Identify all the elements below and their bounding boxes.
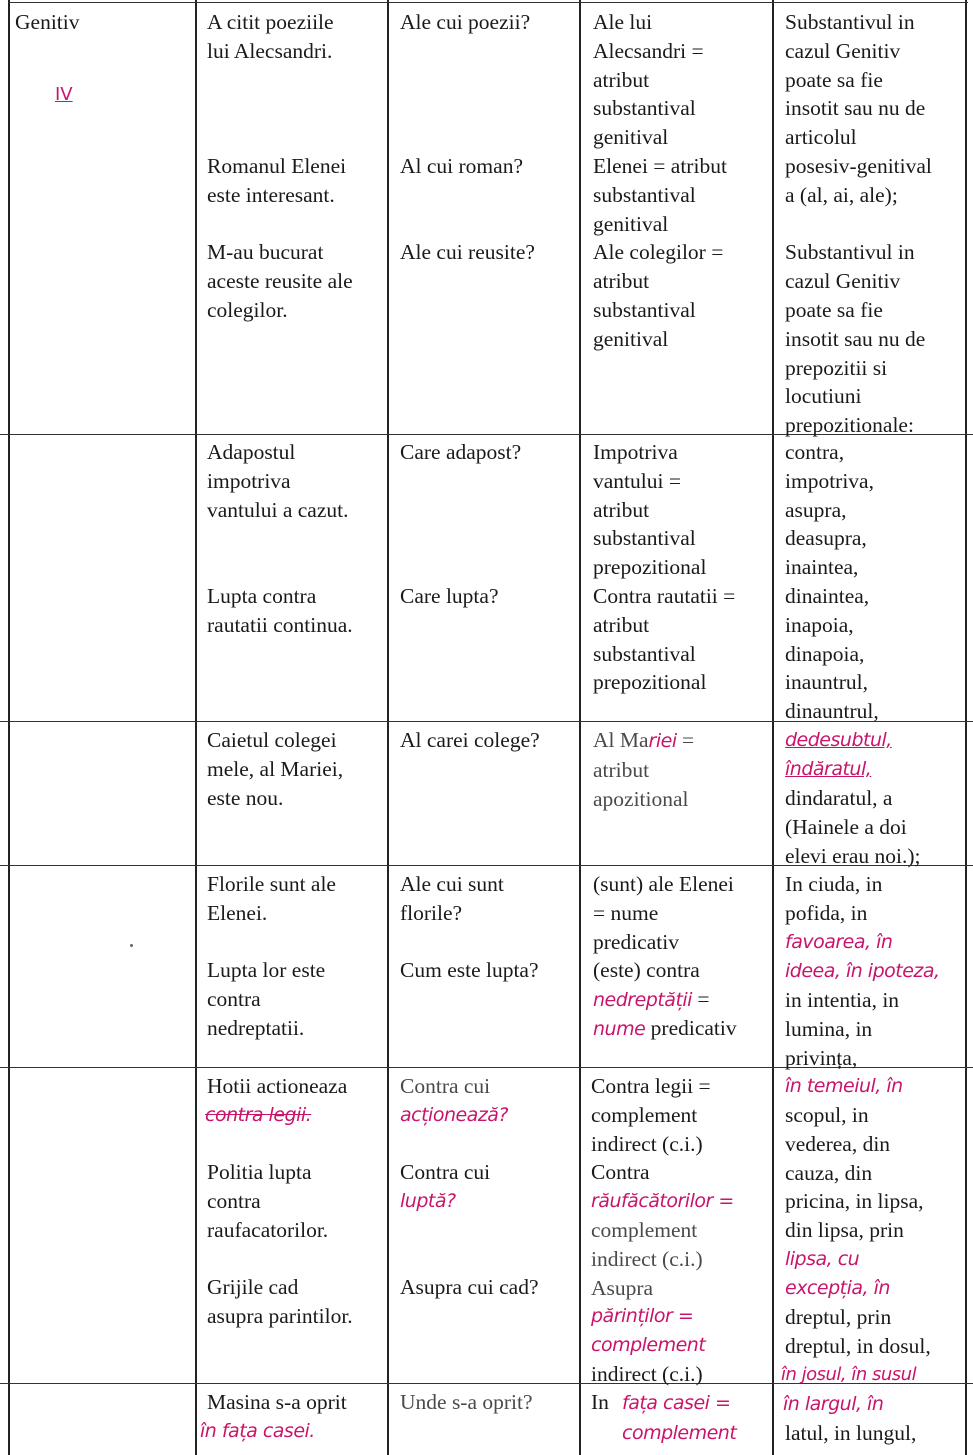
table-border-left	[8, 0, 10, 1455]
row2-questions: Care adapost? Care lupta?	[400, 440, 522, 608]
row5-question-2-handwritten: luptă?	[400, 1190, 456, 1212]
table-border-top	[8, 2, 968, 3]
row5-question-2: Contra cui	[400, 1160, 491, 1184]
row5-analysis-3: indirect (c.i.)	[591, 1362, 703, 1386]
column-divider-4	[772, 0, 774, 1455]
row6-notes: latul, in lungul,	[785, 1421, 917, 1445]
row4-notes: in intentia, in lumina, in privința,	[785, 988, 900, 1070]
row5-notes-handwritten-3: în josul, în susul	[781, 1364, 917, 1385]
table-border-right	[965, 0, 967, 1455]
row2-examples: Adapostul impotriva vantului a cazut. Lupta contra rautatii continua.	[207, 440, 353, 637]
row4-analysis-equals: =	[691, 987, 710, 1011]
row6-example-handwritten: în fața casei.	[200, 1420, 315, 1442]
row3-questions: Al carei colege?	[400, 728, 540, 752]
row5-analysis-2-handwritten: părinților = complement	[591, 1305, 706, 1356]
row4-notes-top: In ciuda, in pofida, in	[785, 872, 883, 925]
row1-examples: A citit poeziile lui Alecsandri. Romanul Elenei este interesant. M-au bucurat aceste reusite ale colegilor.	[207, 10, 353, 322]
row5-question-1: Contra cui	[400, 1074, 491, 1098]
row5-notes-handwritten-1: în temeiul, în	[785, 1075, 903, 1097]
row6-analysis: In	[591, 1390, 609, 1414]
row6-analysis-handwritten: fața casei = complement	[622, 1392, 737, 1444]
row5-example-1: Hotii actioneaza	[207, 1074, 348, 1098]
row4-examples: Florile sunt ale Elenei. Lupta lor este contra nedreptatii.	[207, 872, 336, 1040]
row4-analysis-top: (sunt) ale Elenei = nume predicativ (este) contra	[593, 872, 734, 983]
row3-notes-handwritten: dedesubtul, îndăratul,	[785, 729, 892, 780]
row5-notes-1: scopul, in vederea, din cauza, din pricina, in lipsa, din lipsa, prin	[785, 1103, 924, 1243]
row5-analysis-1-handwritten: răufăcătorilor =	[591, 1190, 734, 1212]
row3-analysis-tail: = atribut apozitional	[593, 728, 695, 811]
row4-analysis-handwritten-2: nume	[593, 1018, 646, 1040]
row4-analysis-line6	[593, 1014, 737, 1044]
row3-analysis	[593, 726, 694, 813]
row6-question: Unde s-a oprit?	[400, 1390, 533, 1414]
row2-analysis: Impotriva vantului = atribut substantival prepozitional Contra rautatii = atribut substantival prepozitional	[593, 440, 736, 695]
row5-example-1-handwritten: contra legii.	[205, 1104, 312, 1126]
column-divider-2	[387, 0, 389, 1455]
row5-notes-handwritten-2: lipsa, cu excepția, în	[785, 1248, 890, 1299]
row5-analysis-2: complement indirect (c.i.) Asupra	[591, 1218, 703, 1300]
row4-questions: Ale cui sunt florile? Cum este lupta?	[400, 872, 539, 983]
margin-note-roman-four: IV	[55, 84, 73, 105]
case-label: Genitiv	[15, 10, 80, 34]
row3-analysis-printed: Al Ma	[593, 728, 649, 752]
row5-example-3: Grijile cad asupra parintilor.	[207, 1275, 353, 1328]
row3-examples: Caietul colegei mele, al Mariei, este nou.	[207, 728, 344, 810]
row4-analysis-line5	[593, 985, 709, 1015]
column-divider-3	[579, 0, 581, 1455]
row1-questions: Ale cui poezii? Al cui roman? Ale cui reusite?	[400, 10, 535, 265]
row4-analysis-handwritten: nedreptății	[593, 989, 692, 1011]
scan-speck	[130, 944, 133, 947]
row6-example: Masina s-a oprit	[207, 1390, 347, 1414]
row5-notes-2: dreptul, prin dreptul, in dosul,	[785, 1305, 931, 1358]
row2-notes: contra, impotriva, asupra, deasupra, inaintea, dinaintea, inapoia, dinapoia, inauntrul, dinauntrul,	[785, 440, 879, 724]
row3-analysis-handwritten: riei	[648, 730, 677, 752]
row1-analysis: Ale lui Alecsandri = atribut substantival genitival Elenei = atribut substantival genitival Ale colegilor = atribut substantival genitival	[593, 10, 727, 351]
column-divider-1	[195, 0, 197, 1455]
row3-notes: dindaratul, a (Hainele a doi elevi erau noi.);	[785, 786, 921, 868]
row4-notes-handwritten: favoarea, în ideea, în ipoteza,	[785, 931, 940, 982]
row5-example-2: Politia lupta contra raufacatorilor.	[207, 1160, 329, 1242]
row5-question-3: Asupra cui cad?	[400, 1275, 539, 1299]
row5-question-1-handwritten: acționează?	[400, 1104, 509, 1126]
row4-analysis-tail: predicativ	[645, 1016, 737, 1040]
row1-notes: Substantivul in cazul Genitiv poate sa fie insotit sau nu de articolul posesiv-genitival a (al, ai, ale); Substantivul in cazul Genitiv poate sa fie insotit sau nu de prepozitii si locutiuni prepozitionale:	[785, 10, 932, 438]
row5-analysis-1: Contra legii = complement indirect (c.i.) Contra	[591, 1074, 711, 1185]
row6-notes-handwritten: în largul, în	[783, 1393, 884, 1415]
